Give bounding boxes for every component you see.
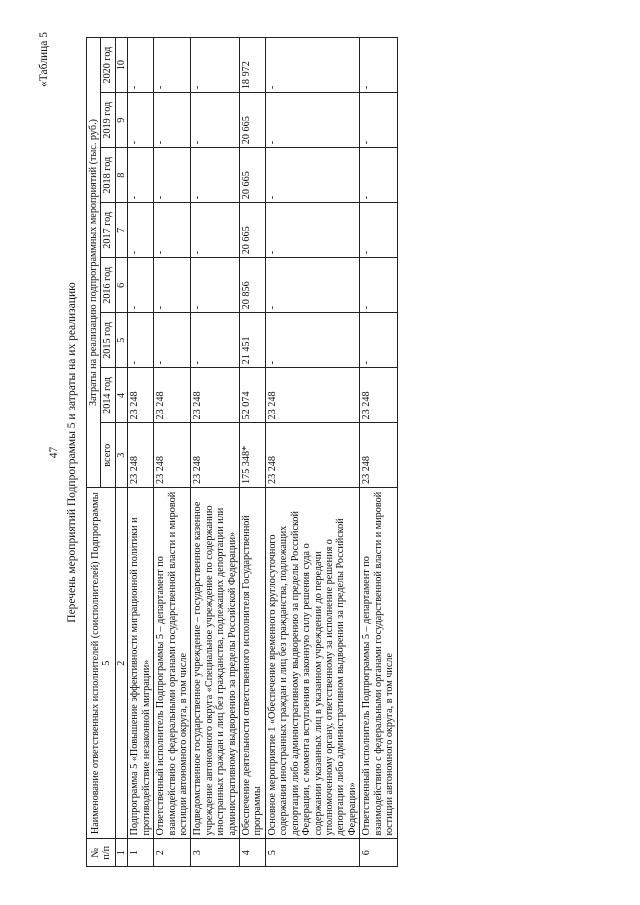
cost-cell: 20 665 — [240, 148, 266, 203]
cost-cell: - — [154, 258, 191, 313]
cost-cell: 21 451 — [240, 313, 266, 368]
cost-cell: - — [191, 203, 240, 258]
index-cell: 4 — [115, 368, 127, 423]
cost-col-header: всего — [101, 423, 115, 488]
cost-col-header: 2019 год — [101, 93, 115, 148]
cost-cell: - — [265, 203, 359, 258]
cost-cell: 175 348* — [240, 423, 266, 488]
row-number: 2 — [154, 839, 191, 867]
cost-cell: - — [154, 203, 191, 258]
index-cell: 7 — [115, 203, 127, 258]
cost-cell: - — [154, 148, 191, 203]
cost-cell: 23 248 — [154, 423, 191, 488]
cost-cell: - — [360, 93, 397, 148]
cost-cell: - — [128, 38, 154, 93]
cost-cell: 23 248 — [265, 368, 359, 423]
cost-cell: - — [154, 313, 191, 368]
cost-cell: - — [128, 258, 154, 313]
cost-cell: 20 856 — [240, 258, 266, 313]
cost-cell: - — [360, 38, 397, 93]
row-name: Основное мероприятие 1 «Обеспечение временного круглосуточного содержания иностранных граждан и лиц без гражданства, подлежащих депортации либо административному выдворению за пределы Российской Федерации, с момента вступления в законную силу решения суда о содержании указанных лиц в указанном учреждении до передачи уполномоченному органу, ответственному за исполнение решения о депортации либо административном выдворении за пределы Российской Федерации» — [265, 488, 359, 839]
row-number: 5 — [265, 839, 359, 867]
cost-cell: - — [191, 148, 240, 203]
cost-cell: 23 248 — [360, 368, 397, 423]
cost-cell: - — [265, 38, 359, 93]
cost-cell: - — [191, 38, 240, 93]
cost-col-header: 2020 год — [101, 38, 115, 93]
table-row — [265, 38, 359, 867]
cost-cell: - — [265, 148, 359, 203]
col-num-header: № п/п — [87, 839, 116, 867]
cost-cell: - — [154, 38, 191, 93]
row-number: 4 — [240, 839, 266, 867]
cost-cell: 20 665 — [240, 203, 266, 258]
table-row — [240, 38, 266, 867]
cost-cell: - — [265, 93, 359, 148]
cost-col-header: 2017 год — [101, 203, 115, 258]
index-cell: 6 — [115, 258, 127, 313]
cost-cell: - — [154, 93, 191, 148]
row-number: 3 — [191, 839, 240, 867]
row-name: Подпрограмма 5 «Повышение эффективности миграционной политики и противодействие незаконной миграции» — [128, 488, 154, 839]
cost-cell: - — [360, 148, 397, 203]
row-number: 1 — [128, 839, 154, 867]
cost-cell: - — [128, 313, 154, 368]
costs-header: Затраты на реализацию подпрограммных мероприятий (тыс. руб.) — [87, 38, 101, 488]
col-name-header: Наименование ответственных исполнителей (соисполнителей) Подпрограммы 5 — [87, 488, 116, 839]
cost-col-header: 2014 год — [101, 368, 115, 423]
cost-cell: - — [265, 258, 359, 313]
row-name: Ответственный исполнитель Подпрограммы 5 – департамент по взаимодействию с федеральными органами государственной власти и мировой юстиции автономного округа, в том числе — [154, 488, 191, 839]
index-cell: 5 — [115, 313, 127, 368]
page-number: 47 — [48, 446, 60, 459]
cost-cell: 23 248 — [128, 423, 154, 488]
cost-cell: - — [191, 93, 240, 148]
index-cell: 8 — [115, 148, 127, 203]
row-name: Подведомственное государственное учреждение – государственное казенное учреждение автономного округа «Специальное учреждение по содержанию иностранных граждан и лиц без гражданства, подлежащих депортации или административному выдворению за пределы Российской Федерации» — [191, 488, 240, 839]
cost-cell: - — [128, 93, 154, 148]
cost-col-header: 2018 год — [101, 148, 115, 203]
measures-table — [86, 37, 398, 867]
cost-cell: 18 972 — [240, 38, 266, 93]
index-cell: 10 — [115, 38, 127, 93]
cost-cell: 52 074 — [240, 368, 266, 423]
table-row — [128, 38, 154, 867]
cost-cell: 23 248 — [128, 368, 154, 423]
table-header-row — [87, 38, 101, 867]
document-title: Перечень мероприятий Подпрограммы 5 и затраты на их реализацию — [66, 282, 78, 623]
table-row — [191, 38, 240, 867]
index-cell: 9 — [115, 93, 127, 148]
cost-cell: - — [191, 313, 240, 368]
index-cell: 3 — [115, 423, 127, 488]
table-row — [360, 38, 397, 867]
cost-col-header: 2016 год — [101, 258, 115, 313]
row-name: Ответственный исполнитель Подпрограммы 5 – департамент по взаимодействию с федеральными органами государственной власти и мировой юстиции автономного округа, в том числе — [360, 488, 397, 839]
cost-cell: 20 665 — [240, 93, 266, 148]
cost-cell: - — [128, 148, 154, 203]
cost-cell: 23 248 — [191, 368, 240, 423]
cost-cell: - — [128, 203, 154, 258]
cost-cell: 23 248 — [191, 423, 240, 488]
cost-col-header: 2015 год — [101, 313, 115, 368]
row-name: Обеспечение деятельности ответственного исполнителя Государственной программы — [240, 488, 266, 839]
index-cell: 2 — [115, 488, 127, 839]
cost-cell: 23 248 — [265, 423, 359, 488]
cost-cell: - — [191, 258, 240, 313]
cost-cell: - — [360, 313, 397, 368]
table-row — [154, 38, 191, 867]
cost-cell: 23 248 — [154, 368, 191, 423]
index-row — [115, 38, 127, 867]
cost-cell: - — [360, 203, 397, 258]
table-label: «Таблица 5 — [38, 32, 50, 87]
cost-cell: - — [265, 313, 359, 368]
row-number: 6 — [360, 839, 397, 867]
cost-cell: - — [360, 258, 397, 313]
cost-cell: 23 248 — [360, 423, 397, 488]
index-cell: 1 — [115, 839, 127, 867]
